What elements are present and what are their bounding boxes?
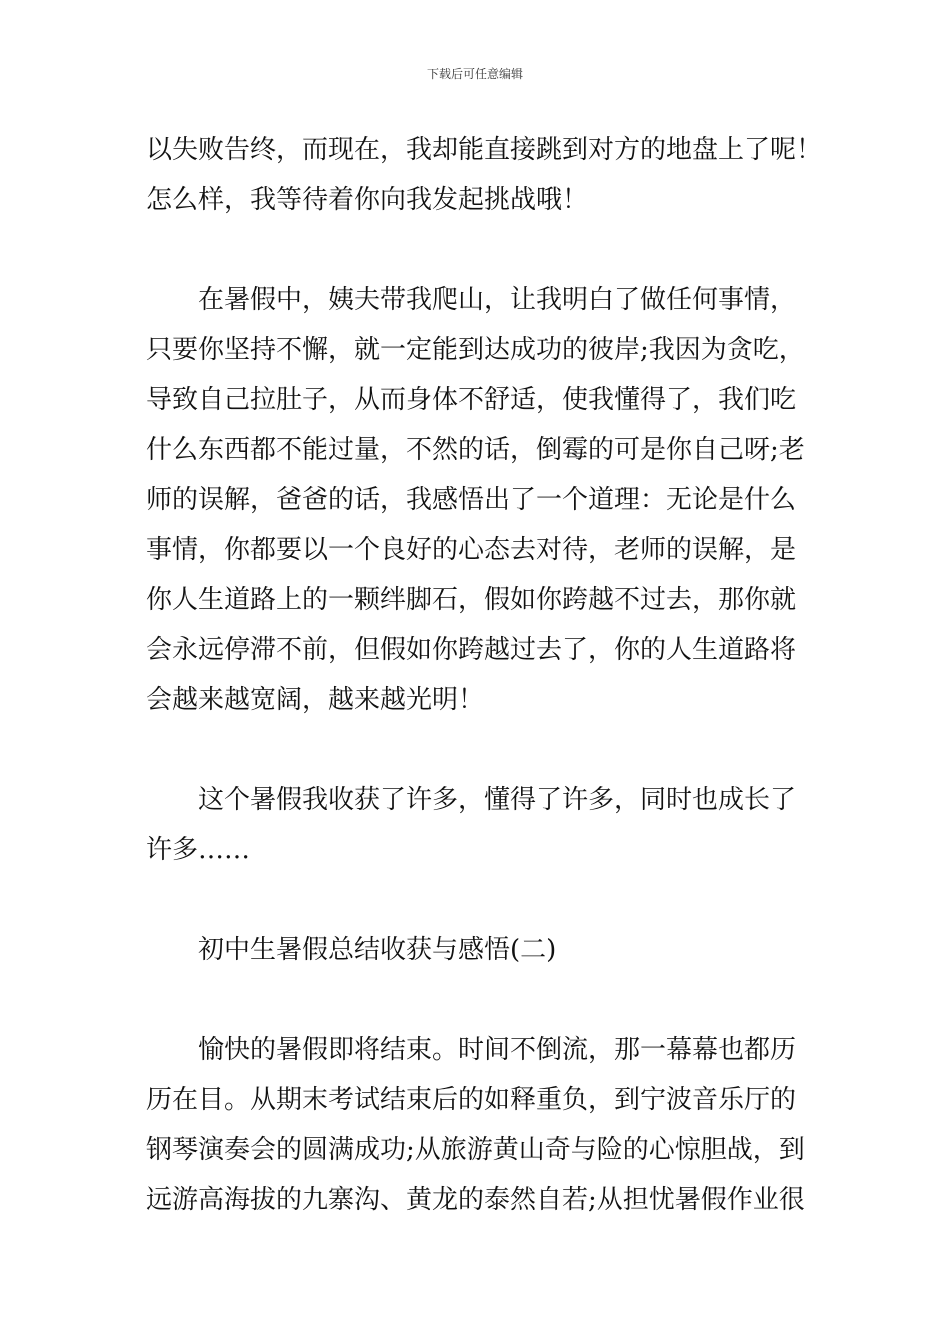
text-line: 怎么样，我等待着你向我发起挑战哦！ bbox=[146, 185, 589, 215]
section-heading bbox=[146, 925, 814, 975]
paragraph bbox=[146, 125, 823, 225]
paragraph bbox=[146, 275, 814, 725]
text-line: 钢琴演奏会的圆满成功;从旅游黄山奇与险的心惊胆战，到 bbox=[146, 1135, 805, 1165]
text-line: 以失败告终，而现在，我却能直接跳到对方的地盘上了呢！ bbox=[146, 135, 823, 165]
text-line: 会越来越宽阔，越来越光明！ bbox=[146, 685, 485, 715]
paragraph-gap bbox=[146, 875, 814, 925]
text-line: 事情，你都要以一个良好的心态去对待，老师的误解，是 bbox=[146, 535, 797, 565]
text-line: 在暑假中，姨夫带我爬山，让我明白了做任何事情， bbox=[198, 285, 797, 315]
paragraph-gap bbox=[146, 725, 814, 775]
text-line: 许多…… bbox=[146, 835, 251, 865]
text-line: 导致自己拉肚子，从而身体不舒适，使我懂得了，我们吃 bbox=[146, 385, 797, 415]
text-line: 愉快的暑假即将结束。时间不倒流，那一幕幕也都历 bbox=[198, 1035, 797, 1065]
paragraph bbox=[146, 1025, 814, 1225]
text-line: 什么东西都不能过量，不然的话，倒霉的可是你自己呀;老 bbox=[146, 435, 805, 465]
text-line: 师的误解，爸爸的话，我感悟出了一个道理：无论是什么 bbox=[146, 485, 797, 515]
paragraph bbox=[146, 775, 814, 875]
text-line: 你人生道路上的一颗绊脚石，假如你跨越不过去，那你就 bbox=[146, 585, 797, 615]
text-line: 这个暑假我收获了许多，懂得了许多，同时也成长了 bbox=[198, 785, 797, 815]
paragraph-gap bbox=[146, 225, 814, 275]
document-body bbox=[146, 125, 823, 1225]
heading-line: 初中生暑假总结收获与感悟(二) bbox=[198, 935, 557, 965]
paragraph-gap bbox=[146, 975, 814, 1025]
page-header: 下载后可任意编辑 bbox=[426, 67, 523, 81]
text-line: 会永远停滞不前，但假如你跨越过去了，你的人生道路将 bbox=[146, 635, 797, 665]
text-line: 远游高海拔的九寨沟、黄龙的泰然自若;从担忧暑假作业很 bbox=[146, 1185, 805, 1215]
text-line: 历在目。从期末考试结束后的如释重负，到宁波音乐厅的 bbox=[146, 1085, 797, 1115]
text-line: 只要你坚持不懈，就一定能到达成功的彼岸;我因为贪吃， bbox=[146, 335, 805, 365]
